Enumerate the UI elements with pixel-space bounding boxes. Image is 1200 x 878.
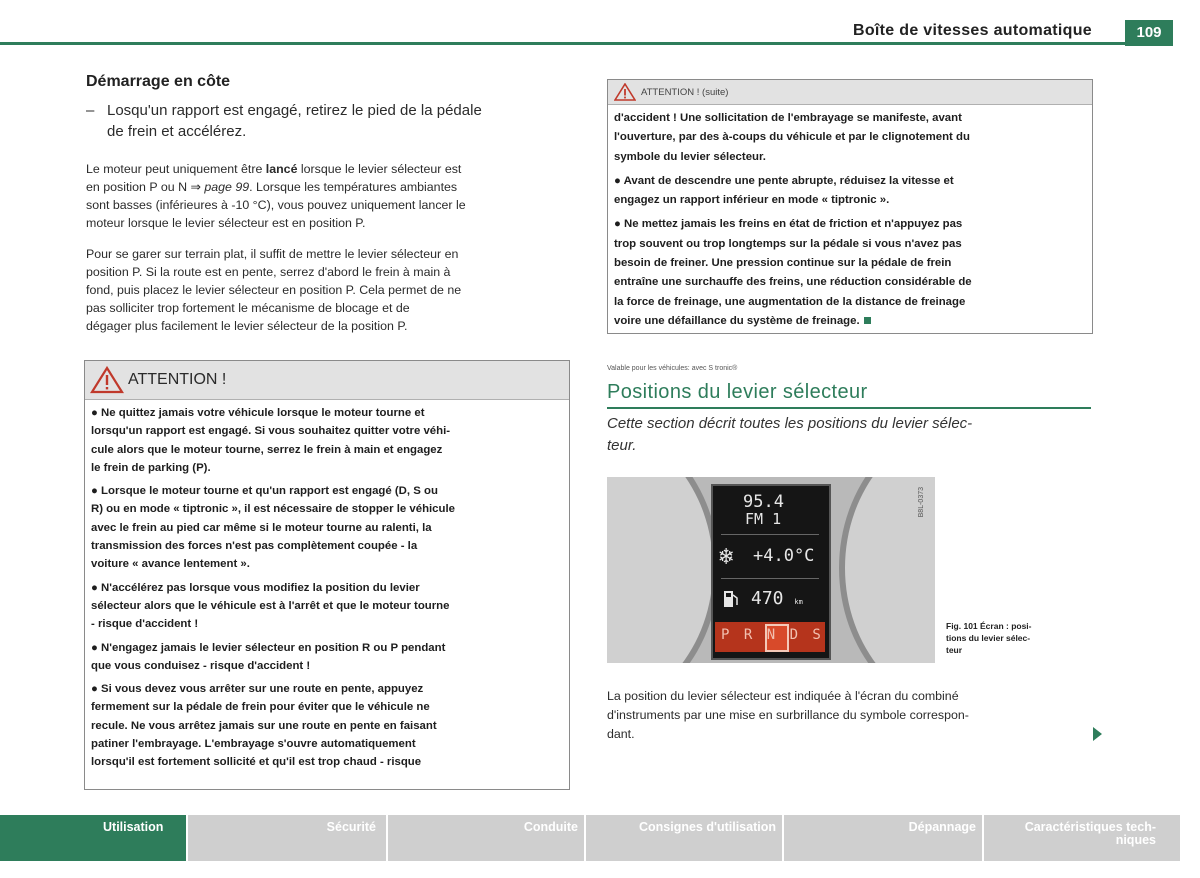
paragraph-line: d'instruments par une mise en surbrillance du symbole correspon- — [607, 708, 969, 722]
warning-item — [91, 482, 563, 573]
caption-line: teur — [946, 645, 963, 655]
warning-item — [614, 215, 1086, 331]
section-rule — [607, 407, 1091, 409]
warning-line: symbole du levier sélecteur. — [614, 150, 766, 163]
warning-line: voiture « avance lentement ». — [91, 558, 250, 571]
warning-line: transmission des forces n'est pas complètement coupée - la — [91, 540, 418, 553]
figure-code: B8L-0373 — [918, 487, 925, 518]
outside-temperature: +4.0°C — [753, 546, 815, 566]
warning-line: ● N'engagez jamais le levier sélecteur en position R ou P pendant — [91, 641, 446, 654]
instruction-line: de frein et accélérez. — [107, 123, 247, 140]
paragraph-line: moteur lorsque le levier sélecteur est en position P. — [86, 216, 366, 230]
warning-line: cule alors que le moteur tourne, serrez le frein à main et engagez — [91, 443, 443, 456]
text-run: en position P ou N ⇒ — [86, 180, 205, 194]
paragraph-parking — [86, 245, 568, 335]
warning-item — [91, 404, 563, 477]
page-reference-link[interactable]: page 99 — [204, 180, 250, 194]
tab-consignes[interactable] — [586, 815, 782, 861]
warning-line: ● Ne mettez jamais les freins en état de friction et n'appuyez pas — [614, 218, 963, 231]
paragraph-selector-display — [607, 687, 1091, 744]
warning-line: ● Si vous devez vous arrêter sur une route en pente, appuyez — [91, 683, 424, 696]
fuel-pump-icon — [723, 590, 739, 608]
caption-line: tions du levier sélec- — [946, 633, 1031, 643]
running-header-title: Boîte de vitesses automatique — [853, 22, 1092, 39]
header-rule — [0, 42, 1125, 45]
next-page-arrow-icon[interactable] — [1093, 727, 1102, 741]
warning-item — [91, 639, 563, 676]
warning-item — [91, 579, 563, 634]
warning-line: voire une défaillance du système de freinage. — [614, 314, 860, 327]
paragraph-line: La position du levier sélecteur est indiquée à l'écran du combiné — [607, 689, 959, 703]
warning-header — [85, 361, 569, 400]
warning-line: entraîne une surchauffe des freins, une réduction considérable de — [614, 276, 972, 289]
paragraph-line: Pour se garer sur terrain plat, il suffit de mettre le levier sélecteur en — [86, 247, 459, 261]
warning-line: le frein de parking (P). — [91, 461, 211, 474]
warning-line: - risque d'accident ! — [91, 618, 199, 631]
tab-label — [1025, 820, 1156, 846]
paragraph-line: sont basses (inférieures à -10 °C), vous pouvez uniquement lancer le — [86, 198, 466, 212]
warning-line: patiner l'embrayage. L'embrayage s'ouvre automatiquement — [91, 738, 416, 751]
warning-line: avec le frein au pied car même si le moteur tourne au ralenti, la — [91, 521, 432, 534]
display-divider — [721, 578, 819, 579]
paragraph-line: fond, puis placez le levier sélecteur en position P. Cela permet de ne — [86, 283, 462, 297]
tab-label: Dépannage — [908, 820, 976, 834]
instruction-line: Losqu'un rapport est engagé, retirez le pied de la pédale — [107, 102, 482, 119]
paragraph-line: pas solliciter trop fortement le mécanisme de blocage et de — [86, 301, 410, 315]
warning-box — [84, 360, 570, 790]
gear-positions: P R N D S — [721, 627, 824, 643]
warning-line: lorsqu'il est fortement sollicité et qu'il est trop chaud - risque — [91, 756, 422, 769]
caption-line: Fig. 101 Écran : posi- — [946, 621, 1032, 631]
radio-frequency: 95.4 — [743, 492, 784, 512]
end-of-section-marker — [864, 317, 871, 324]
figure-caption — [946, 620, 1036, 656]
paragraph-line: dégager plus facilement le levier sélecteur de la position P. — [86, 319, 408, 333]
intro-line: Cette section décrit toutes les positions du levier sélec- — [607, 415, 973, 432]
tab-label: Utilisation — [103, 820, 164, 834]
dash-marker: – — [86, 102, 95, 119]
warning-line: besoin de freiner. Une pression continue sur la pédale de frein — [614, 257, 952, 270]
warning-line: R) ou en mode « tiptronic », il est nécessaire de stopper le véhicule — [91, 503, 455, 516]
range-value — [751, 588, 803, 609]
warning-line: lorsqu'un rapport est engagé. Si vous souhaitez quitter votre véhi- — [91, 425, 451, 438]
tab-depannage[interactable] — [784, 815, 982, 861]
warning-item — [614, 172, 1086, 211]
page-number: 109 — [1125, 20, 1173, 46]
tab-label: Conduite — [523, 820, 578, 834]
tab-label-line: niques — [1115, 833, 1156, 847]
warning-line: sélecteur alors que le véhicule est à l'arrêt et que le moteur tourne — [91, 599, 450, 612]
warning-title: ATTENTION ! — [128, 371, 227, 388]
warning-item — [614, 109, 1086, 167]
tab-caracteristiques[interactable] — [984, 815, 1180, 861]
text-run-bold: lancé — [265, 162, 298, 176]
text-run: . Lorsque les températures ambiantes — [249, 180, 458, 194]
warning-line: ● N'accélérez pas lorsque vous modifiez la position du levier — [91, 581, 420, 594]
paragraph-line: position P. Si la route est en pente, serrez d'abord le frein à main à — [86, 265, 451, 279]
warning-line: engagez un rapport inférieur en mode « tiptronic ». — [614, 194, 890, 207]
warning-triangle-icon — [614, 83, 636, 101]
warning-body — [608, 105, 1092, 331]
paragraph-engine-start — [86, 160, 568, 232]
tab-securite[interactable] — [188, 815, 386, 861]
display-divider — [721, 534, 819, 535]
radio-band: FM 1 — [745, 510, 782, 528]
text-run: Le moteur peut uniquement être — [86, 162, 266, 176]
chapter-tab-bar — [0, 815, 1180, 861]
warning-line: l'ouverture, par des à-coups du véhicule et par le clignotement du — [614, 131, 970, 144]
warning-triangle-icon — [90, 366, 124, 394]
range-number: 470 — [751, 588, 784, 609]
warning-box-continued — [607, 79, 1093, 334]
snowflake-icon: ❄ — [719, 542, 734, 570]
warning-body — [85, 400, 569, 772]
tab-label-line: Caractéristiques tech- — [1024, 820, 1156, 834]
warning-line: ● Lorsque le moteur tourne et qu'un rapport est engagé (D, S ou — [91, 485, 438, 498]
text-run: lorsque le levier sélecteur est — [297, 162, 462, 176]
tab-conduite[interactable] — [388, 815, 584, 861]
warning-line: d'accident ! Une sollicitation de l'embrayage se manifeste, avant — [614, 112, 962, 124]
tab-label: Consignes d'utilisation — [638, 820, 776, 834]
warning-title: ATTENTION ! (suite) — [641, 86, 729, 98]
warning-line: que vous conduisez - risque d'accident ! — [91, 659, 311, 672]
warning-line: trop souvent ou trop longtemps sur la pédale si vous n'avez pas — [614, 237, 962, 250]
warning-line: ● Ne quittez jamais votre véhicule lorsque le moteur tourne et — [91, 407, 425, 419]
tab-utilisation[interactable] — [0, 815, 186, 861]
tab-label: Sécurité — [326, 820, 376, 834]
warning-line: fermement sur la pédale de frein pour éviter que le véhicule ne — [91, 701, 430, 714]
section-intro — [607, 413, 1091, 457]
warning-line: ● Avant de descendre une pente abrupte, réduisez la vitesse et — [614, 174, 954, 187]
paragraph-line: dant. — [607, 727, 635, 741]
intro-line: teur. — [607, 437, 637, 454]
instruction-bullet — [86, 100, 566, 142]
warning-item — [91, 680, 563, 771]
section-title-hill-start: Démarrage en côte — [86, 73, 231, 90]
range-unit: km — [794, 598, 803, 606]
warning-header — [608, 80, 1092, 105]
warning-line: recule. Ne vous arrêtez jamais sur une route en pente en faisant — [91, 719, 437, 732]
section-title-selector-positions: Positions du levier sélecteur — [607, 381, 868, 403]
gear-indicator-bar — [715, 622, 825, 652]
warning-line: la force de freinage, une augmentation de la distance de freinage — [614, 295, 966, 308]
left-gauge-dial — [607, 477, 719, 663]
validity-note: Valable pour les véhicules: avec S tronic® — [607, 365, 738, 372]
